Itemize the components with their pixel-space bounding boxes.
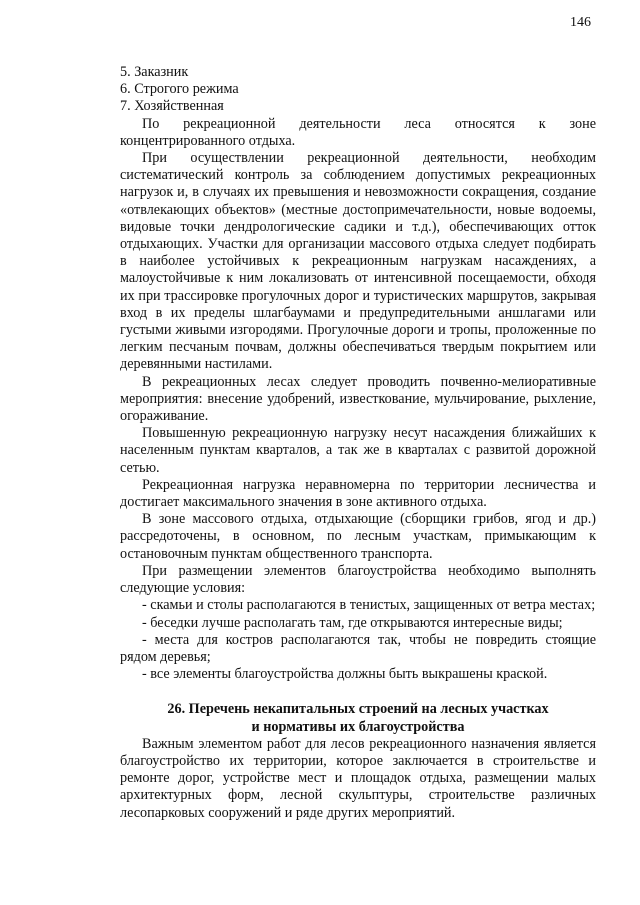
paragraph: В зоне массового отдыха, отдыхающие (сборщики грибов, ягод и др.) рассредоточены, в основном, по лесным участкам, примыкающим к остановочным пунктам общественного транспорта. (120, 511, 596, 562)
paragraph: Рекреационная нагрузка неравномерна по территории лесничества и достигает максимального значения в зоне активного отдыха. (120, 476, 596, 511)
paragraph: При осуществлении рекреационной деятельности, необходим систематический контроль за соблюдением допустимых рекреационных нагрузок и, в случаях их превышения и невозможности сокращения, создание «отвлекающих объектов» (местные достопримечательности, новые водоемы, видовые точки дендрологические садики и т.д.), обеспечивающих отток отдыхающих. Участки для организации массового отдыха следует подбирать в наиболее устойчивых к рекреационным нагрузкам насаждениях, а малоустойчивые к ним локализовать от интенсивной посещаемости, обходя их при трассировке прогулочных дорог и туристических маршрутов, закрывая вход в их пределы шлагбаумами и предупредительными аншлагами или густыми живыми изгородями. Прогулочные дороги и тропы, проложенные по легким песчаным почвам, должны обеспечиваться твердым покрытием или деревянными настилами. (120, 150, 596, 373)
section-heading-line: и нормативы их благоустройства (251, 718, 465, 735)
section-paragraph: Важным элементом работ для лесов рекреационного назначения является благоустройство их территории, которое заключается в строительстве и ремонте дорог, устройстве мест и площадок отдыха, размещении малых архитектурных форм, лесной скульптуры, строительстве различных лесопарковых сооружений и ряде других мероприятий. (120, 735, 596, 821)
list-condition: - беседки лучше располагать там, где открываются интересные виды; (142, 614, 563, 631)
list-condition: - все элементы благоустройства должны быть выкрашены краской. (142, 666, 548, 683)
paragraph: При размещении элементов благоустройства необходимо выполнять следующие условия: (120, 562, 596, 597)
section-heading-line: 26. Перечень некапитальных строений на лесных участках (167, 701, 549, 718)
list-item: 5. Заказник (120, 64, 189, 80)
section-heading (120, 701, 596, 735)
list-item: 7. Хозяйственная (120, 98, 224, 115)
paragraph: В рекреационных лесах следует проводить почвенно-мелиоративные мероприятия: внесение удобрений, известкование, мульчирование, рыхление, огораживание. (120, 373, 596, 425)
list-item: 6. Строгого режима (120, 81, 239, 98)
paragraph: По рекреационной деятельности леса относятся к зоне концентрированного отдыха. (120, 115, 596, 149)
paragraph: Повышенную рекреационную нагрузку несут насаждения ближайших к населенным пунктам кварталов, а так же в кварталах с развитой дорожной сетью. (120, 425, 596, 476)
list-condition: - скамьи и столы располагаются в тенистых, защищенных от ветра местах; (142, 597, 596, 614)
list-condition: - места для костров располагаются так, чтобы не повредить стоящие рядом деревья; (120, 631, 596, 665)
page-content (120, 64, 596, 822)
page-number: 146 (570, 15, 591, 30)
